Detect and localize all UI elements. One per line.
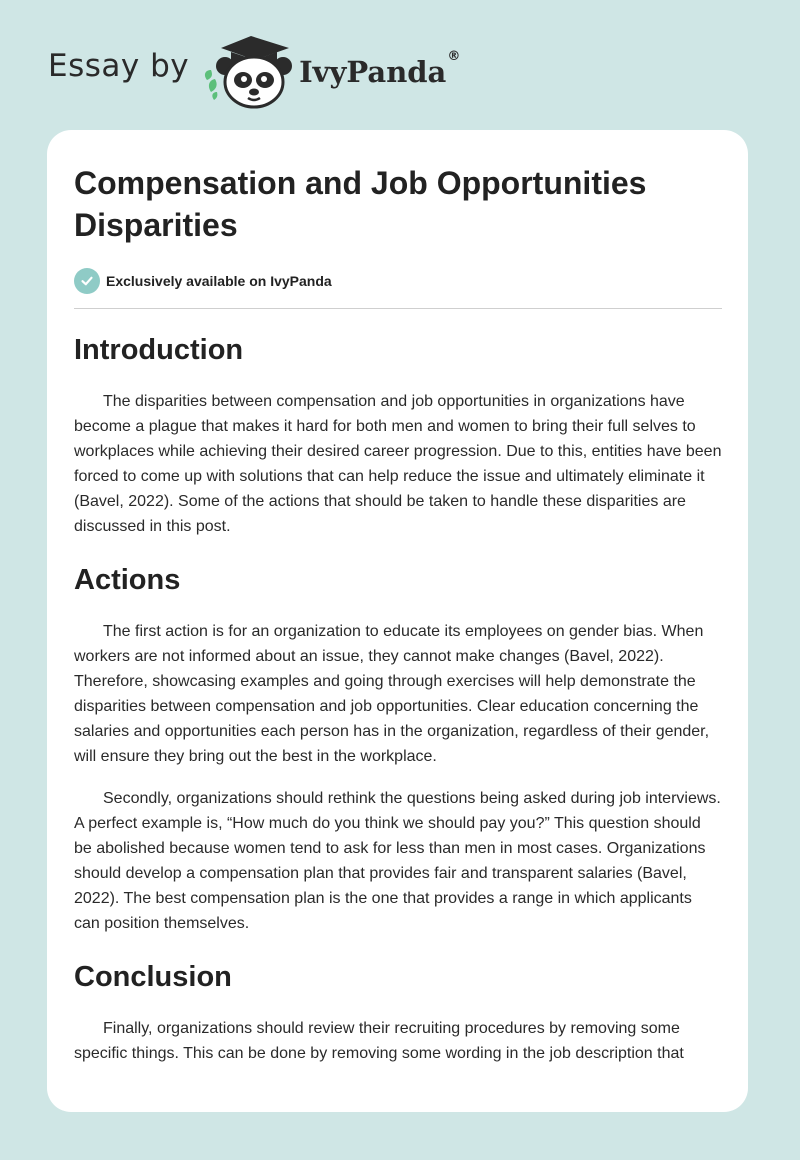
paragraph: Secondly, organizations should rethink the questions being asked during job interviews. A perfect example is, “How much do you think we should pay you?” This question should be abolished because women tend to ask for less than men in most cases. Organizations should develop a compensation plan that provides fair and transparent salaries (Bavel, 2022). The best compensation plan is the one that provides a range in which applicants can position themselves.	[74, 790, 721, 932]
brand-prefix: Essay by	[48, 48, 190, 84]
section-actions	[74, 561, 722, 936]
essay-card	[47, 130, 748, 1112]
brand-header	[48, 30, 460, 110]
ivypanda-logo-icon[interactable]	[203, 30, 297, 110]
checkmark-icon	[74, 268, 100, 294]
divider	[74, 308, 722, 309]
section-conclusion	[74, 958, 722, 1066]
exclusive-badge	[74, 268, 722, 294]
section-heading: Conclusion	[74, 961, 232, 993]
paragraph: The disparities between compensation and job opportunities in organizations have become a plague that makes it hard for both men and women to bring their full selves to workplaces while achieving their desired career progression. Due to this, entities have been forced to come up with solutions that can help reduce the issue and ultimately eliminate it (Bavel, 2022). Some of the actions that should be taken to handle these disparities are discussed in this post.	[74, 393, 722, 535]
registered-mark: ®	[447, 49, 461, 64]
section-heading: Actions	[74, 564, 181, 596]
paragraph: Finally, organizations should review their recruiting procedures by removing some specific things. This can be done by removing some wording in the job description that	[74, 1020, 684, 1062]
essay-title: Compensation and Job Opportunities Disparities	[74, 165, 647, 243]
section-heading: Introduction	[74, 334, 244, 366]
brand-name: IvyPanda®	[299, 49, 461, 89]
paragraph: The first action is for an organization to educate its employees on gender bias. When workers are not informed about an issue, they cannot make changes (Bavel, 2022). Therefore, showcasing examples and going through exercises will help demonstrate the disparities between compensation and job opportunities. Clear education concerning the salaries and opportunities each person has in the organization, regardless of their gender, will ensure they bring out the best in the workplace.	[74, 623, 710, 765]
exclusive-label: Exclusively available on IvyPanda	[106, 273, 332, 289]
section-introduction	[74, 331, 722, 539]
